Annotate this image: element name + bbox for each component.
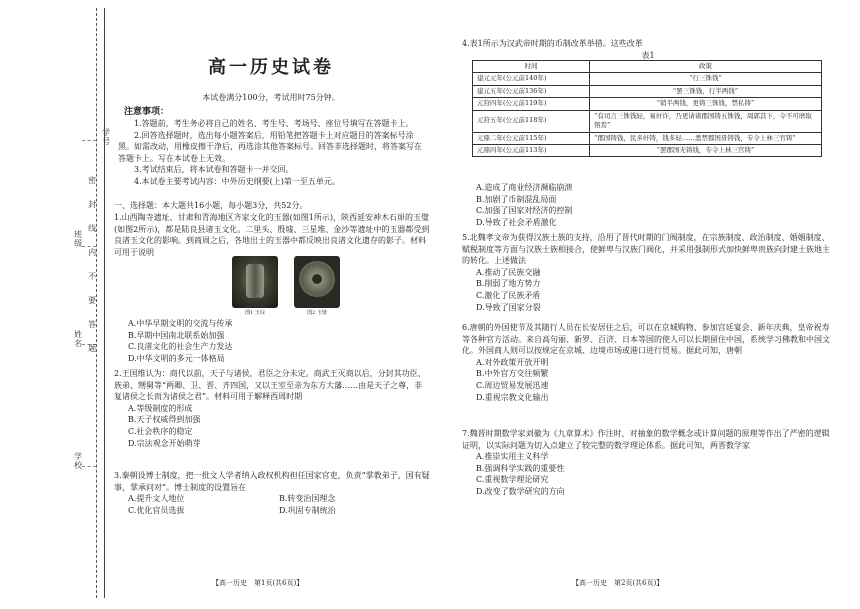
option[interactable]: D.中华文明的多元一体格局: [128, 353, 225, 363]
option[interactable]: A.等级制度的形成: [128, 403, 193, 413]
exam-title: 高一历史试卷: [208, 57, 334, 78]
option[interactable]: B.天子权威得到加强: [128, 415, 201, 425]
question-1-options: [114, 318, 430, 364]
question-4-options: [462, 182, 834, 228]
option[interactable]: A.造成了商业经济濒临崩溃: [476, 183, 573, 192]
table-cell: “有司言三铢钱轻，易奸诈，乃更请诸郡国铸五铢钱，周郭其下，令不可磨取镕焉”: [590, 110, 822, 132]
table-header-row: [473, 61, 822, 73]
option[interactable]: D.巩固专制统治: [279, 505, 336, 515]
option-row: [114, 505, 430, 517]
jade-bi-image: [294, 256, 340, 308]
question-6: [462, 322, 834, 403]
seal-word: 封: [87, 200, 97, 209]
notice-title: 注意事项：: [124, 107, 170, 117]
seal-word: 密: [87, 176, 97, 185]
table-cell: 元鼎四年(公元前113年): [473, 144, 590, 156]
question-stem: 7.魏晋时期数学家刘徽为《九章算术》作注时，对抽象的数学概念或计算问题的原理等作出了严密的逻辑证明，以实际问题为切入点建立了较完整的数学理论体系。据此可知，两晋数学家: [462, 429, 830, 450]
table-header: 时间: [473, 61, 590, 73]
notice-list: [118, 118, 428, 188]
option[interactable]: B.早期中国南北联系始加强: [128, 330, 225, 340]
blank-line: [82, 140, 96, 141]
table-label: 表1: [641, 51, 655, 60]
option[interactable]: C.良渚文化的社会生产力发达: [128, 342, 233, 352]
option[interactable]: A.对外政策开放开明: [476, 357, 549, 367]
option-row: [114, 493, 430, 505]
name-label: 姓名: [73, 330, 83, 348]
question-3: [114, 470, 430, 516]
notice-item: 1.答题前，考生务必将自己的姓名、考生号、考场号、座位号填写在答题卡上。: [134, 119, 414, 128]
notice-item: 3.考试结束后，将本试卷和答题卡一并交回。: [134, 165, 294, 175]
table-cell: “行三铢钱”: [590, 73, 822, 85]
option[interactable]: D.改变了数学研究的方向: [476, 486, 565, 496]
table-header: 政策: [590, 61, 822, 73]
blank-line: [82, 466, 96, 467]
question-1: [114, 212, 430, 258]
table-cell: 元狩五年(公元前118年): [473, 110, 590, 132]
table-row: [473, 73, 822, 85]
seal-word: 内: [87, 248, 97, 257]
table-cell: “销半两钱，更铸三铢钱，禁私铸”: [590, 98, 822, 110]
question-stem: 3.秦朝设博士制度，把一批文人学者纳入政权机构担任国家官吏，负责“掌教弟子，国有疑事，掌承问对”。博士制度的设置旨在: [114, 471, 430, 492]
option[interactable]: C.重视数学理论研究: [476, 475, 549, 485]
option[interactable]: C.激化了民族矛盾: [476, 290, 541, 300]
section-heading: 一、选择题：本大题共16小题，每小题3分，共52分。: [114, 201, 308, 210]
class-label: 班级: [73, 230, 83, 248]
question-4-stem: 4.表1所示为汉武帝时期的币制改革举措。这些改革: [462, 39, 643, 48]
figure-2-caption: 图2 玉璧: [307, 310, 327, 316]
jade-cong-image: [232, 256, 278, 308]
exam-subtitle: 本试卷满分100分，考试用时75分钟。: [202, 93, 340, 102]
question-5: [462, 232, 834, 313]
figure-group: [232, 256, 472, 318]
seal-word: 不: [87, 272, 97, 281]
question-7: [462, 428, 834, 498]
option[interactable]: B.中外官方交往频繁: [476, 369, 549, 379]
table-row: [473, 144, 822, 156]
school-label: 学校: [73, 452, 83, 470]
option[interactable]: D.导致了社会矛盾激化: [476, 217, 557, 227]
page-footer: 【高一历史 第2页(共6页)】: [572, 579, 664, 587]
table-cell: “郡国铸钱，民多奸铸，钱多轻……悉禁郡国毋铸钱，专令上林三官铸”: [590, 132, 822, 144]
table-cell: “罢三铢钱，行半两钱”: [590, 85, 822, 97]
option[interactable]: A.推动了民族交融: [476, 267, 541, 277]
option[interactable]: C.加强了国家对经济的控制: [476, 206, 573, 216]
binding-margin: [0, 0, 110, 609]
notice-item: 2.回答选择题时，选出每小题答案后，用铅笔把答题卡上对应题目的答案标号涂黑。如需改动，用橡皮擦干净后，再选涂其他答案标号。回答非选择题时，将答案写在答题卡上。写在本试卷上无效。: [118, 130, 422, 163]
option[interactable]: B.削弱了地方势力: [476, 279, 541, 289]
margin-rule: [104, 8, 105, 598]
option[interactable]: C.社会秩序的稳定: [128, 426, 193, 436]
table-row: [473, 85, 822, 97]
question-stem: 1.山西陶寺遗址、甘肃和青海地区齐家文化的玉器(如图1所示)，陕西延安神木石峁的玉璧(如图2所示)，都是陆良县诸玉文化。二里头、殷墟、三星堆、金沙等遗址中的玉器都受到良渚玉文化的影响。到商周之后，各地出土的玉器中都反映出良渚文化遗存的影子。材料可用于说明: [114, 213, 430, 257]
option[interactable]: A.提升文人地位: [128, 494, 185, 504]
notice-item: 4.本试卷主要考试内容：中外历史纲要(上)第一至五单元。: [134, 176, 340, 186]
table-cell: 建元五年(公元前136年): [473, 85, 590, 97]
table-cell: “罢郡国无铸钱，专令上林三官铸”: [590, 144, 822, 156]
table-row: [473, 98, 822, 110]
table-row: [473, 132, 822, 144]
page-footer: 【高一历史 第1页(共6页)】: [212, 579, 304, 587]
seal-word: 线: [87, 224, 97, 233]
option[interactable]: D.导致了国家分裂: [476, 302, 541, 312]
option[interactable]: C.优化官员选拔: [128, 505, 185, 515]
option[interactable]: B.加剧了币制混乱局面: [476, 194, 557, 204]
table-cell: 元狩四年(公元前119年): [473, 98, 590, 110]
question-2: [114, 368, 430, 449]
option[interactable]: D.宗法观念开始萌芽: [128, 438, 201, 448]
option[interactable]: B.转变治国理念: [279, 494, 336, 504]
question-stem: 6.唐朝的外国使节及其随行人员在长安居住之后，可以在京城购物、参加宫廷宴会、新年庆典，皇帝祝寿等各种官方活动。来自高句丽、新罗、百济、日本等国的使人可以长期留住中国，系统学习佛教和中国文化。外国商人则可以按规定在京城、边境市场或港口进行贸易。据此可知，唐朝: [462, 323, 830, 356]
option[interactable]: A.推崇实用主义科学: [476, 452, 549, 462]
figure-1-caption: 图1 玉琮: [245, 310, 265, 316]
option[interactable]: A.中华早期文明的交流与传承: [128, 319, 233, 328]
question-stem: 5.北魏孝文帝为获得汉族士族的支持，沿用了晋代时期的门阀制度，在宗族制度、政治制度、婚姻制度、赋税制度等方面与汉族士族相接合，使鲜卑与汉族门阀化，并采用强制形式加快鲜卑贵族向封建士族地主的转化。上述做法: [462, 233, 830, 266]
seal-word: 题: [87, 344, 97, 353]
table-cell: 元鼎二年(公元前115年): [473, 132, 590, 144]
seal-word: 要: [87, 296, 97, 305]
question-stem: 2.王国维认为：商代以前，天子与诸侯，君臣之分未定。商武王灭商以后，分封其功臣、族弟、甥舅等“两卿、卫、晋、齐四国，又以王室至亲为东方大藩……由是天子之尊，非复诸侯之长而为诸侯之君”。材料可用于解释西周时期: [114, 369, 426, 402]
table-cell: 建元元年(公元前140年): [473, 73, 590, 85]
option[interactable]: D.重视宗教文化输出: [476, 392, 549, 402]
blank-line: [82, 246, 96, 247]
option[interactable]: B.强调科学实践的重要性: [476, 463, 565, 473]
student-id-label: 学号: [101, 128, 111, 146]
table-row: [473, 110, 822, 132]
seal-word: 答: [87, 320, 97, 329]
option[interactable]: C.周边贸易发展迅速: [476, 380, 549, 390]
currency-reform-table: [472, 60, 822, 157]
